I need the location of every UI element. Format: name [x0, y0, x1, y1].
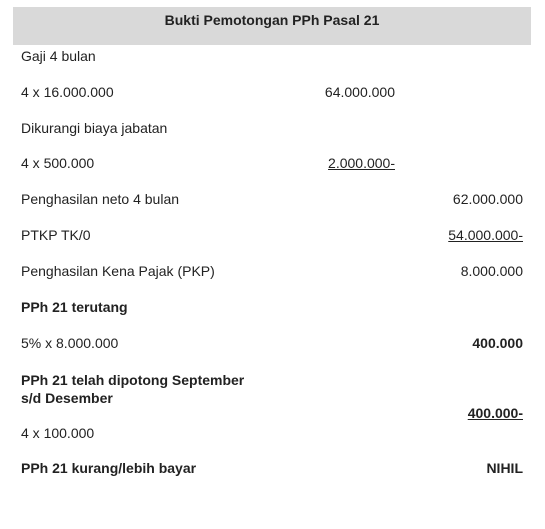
row-subtotal: 64.000.000 — [324, 84, 395, 100]
row-pph-calc — [0, 335, 545, 357]
row-subtotal: 2.000.000- — [328, 155, 395, 171]
row-label: Dikurangi biaya jabatan — [21, 120, 168, 136]
row-pph-terutang — [0, 299, 545, 321]
row-label-line2: s/d Desember — [21, 390, 113, 406]
row-ptkp — [0, 227, 545, 249]
row-label: Penghasilan Kena Pajak (PKP) — [21, 263, 215, 279]
row-total: 8.000.000 — [460, 263, 523, 279]
row-dipotong-calc — [0, 425, 545, 447]
row-total: NIHIL — [486, 460, 523, 476]
row-label-line1: PPh 21 telah dipotong September — [21, 372, 245, 388]
row-gaji — [0, 48, 545, 70]
slip-title: Bukti Pemotongan PPh Pasal 21 — [13, 7, 531, 45]
row-total: 400.000- — [467, 405, 523, 421]
row-label: 4 x 100.000 — [21, 425, 95, 441]
row-pkp — [0, 263, 545, 285]
row-total: 400.000 — [472, 335, 523, 351]
row-pph-dipotong — [0, 371, 545, 421]
row-label — [21, 371, 244, 407]
row-neto — [0, 191, 545, 213]
row-biaya-jabatan — [0, 120, 545, 142]
row-gaji-calc — [0, 84, 545, 106]
row-label: 5% x 8.000.000 — [21, 335, 119, 351]
row-total: 54.000.000- — [448, 227, 523, 243]
row-label: PPh 21 kurang/lebih bayar — [21, 460, 197, 476]
row-label: PTKP TK/0 — [21, 227, 91, 243]
row-kurang-lebih — [0, 460, 545, 482]
row-label: 4 x 16.000.000 — [21, 84, 114, 100]
row-label: PPh 21 terutang — [21, 299, 128, 315]
row-label: Penghasilan neto 4 bulan — [21, 191, 180, 207]
row-label: Gaji 4 bulan — [21, 48, 96, 64]
row-biaya-calc — [0, 155, 545, 177]
row-label: 4 x 500.000 — [21, 155, 95, 171]
row-total: 62.000.000 — [452, 191, 523, 207]
